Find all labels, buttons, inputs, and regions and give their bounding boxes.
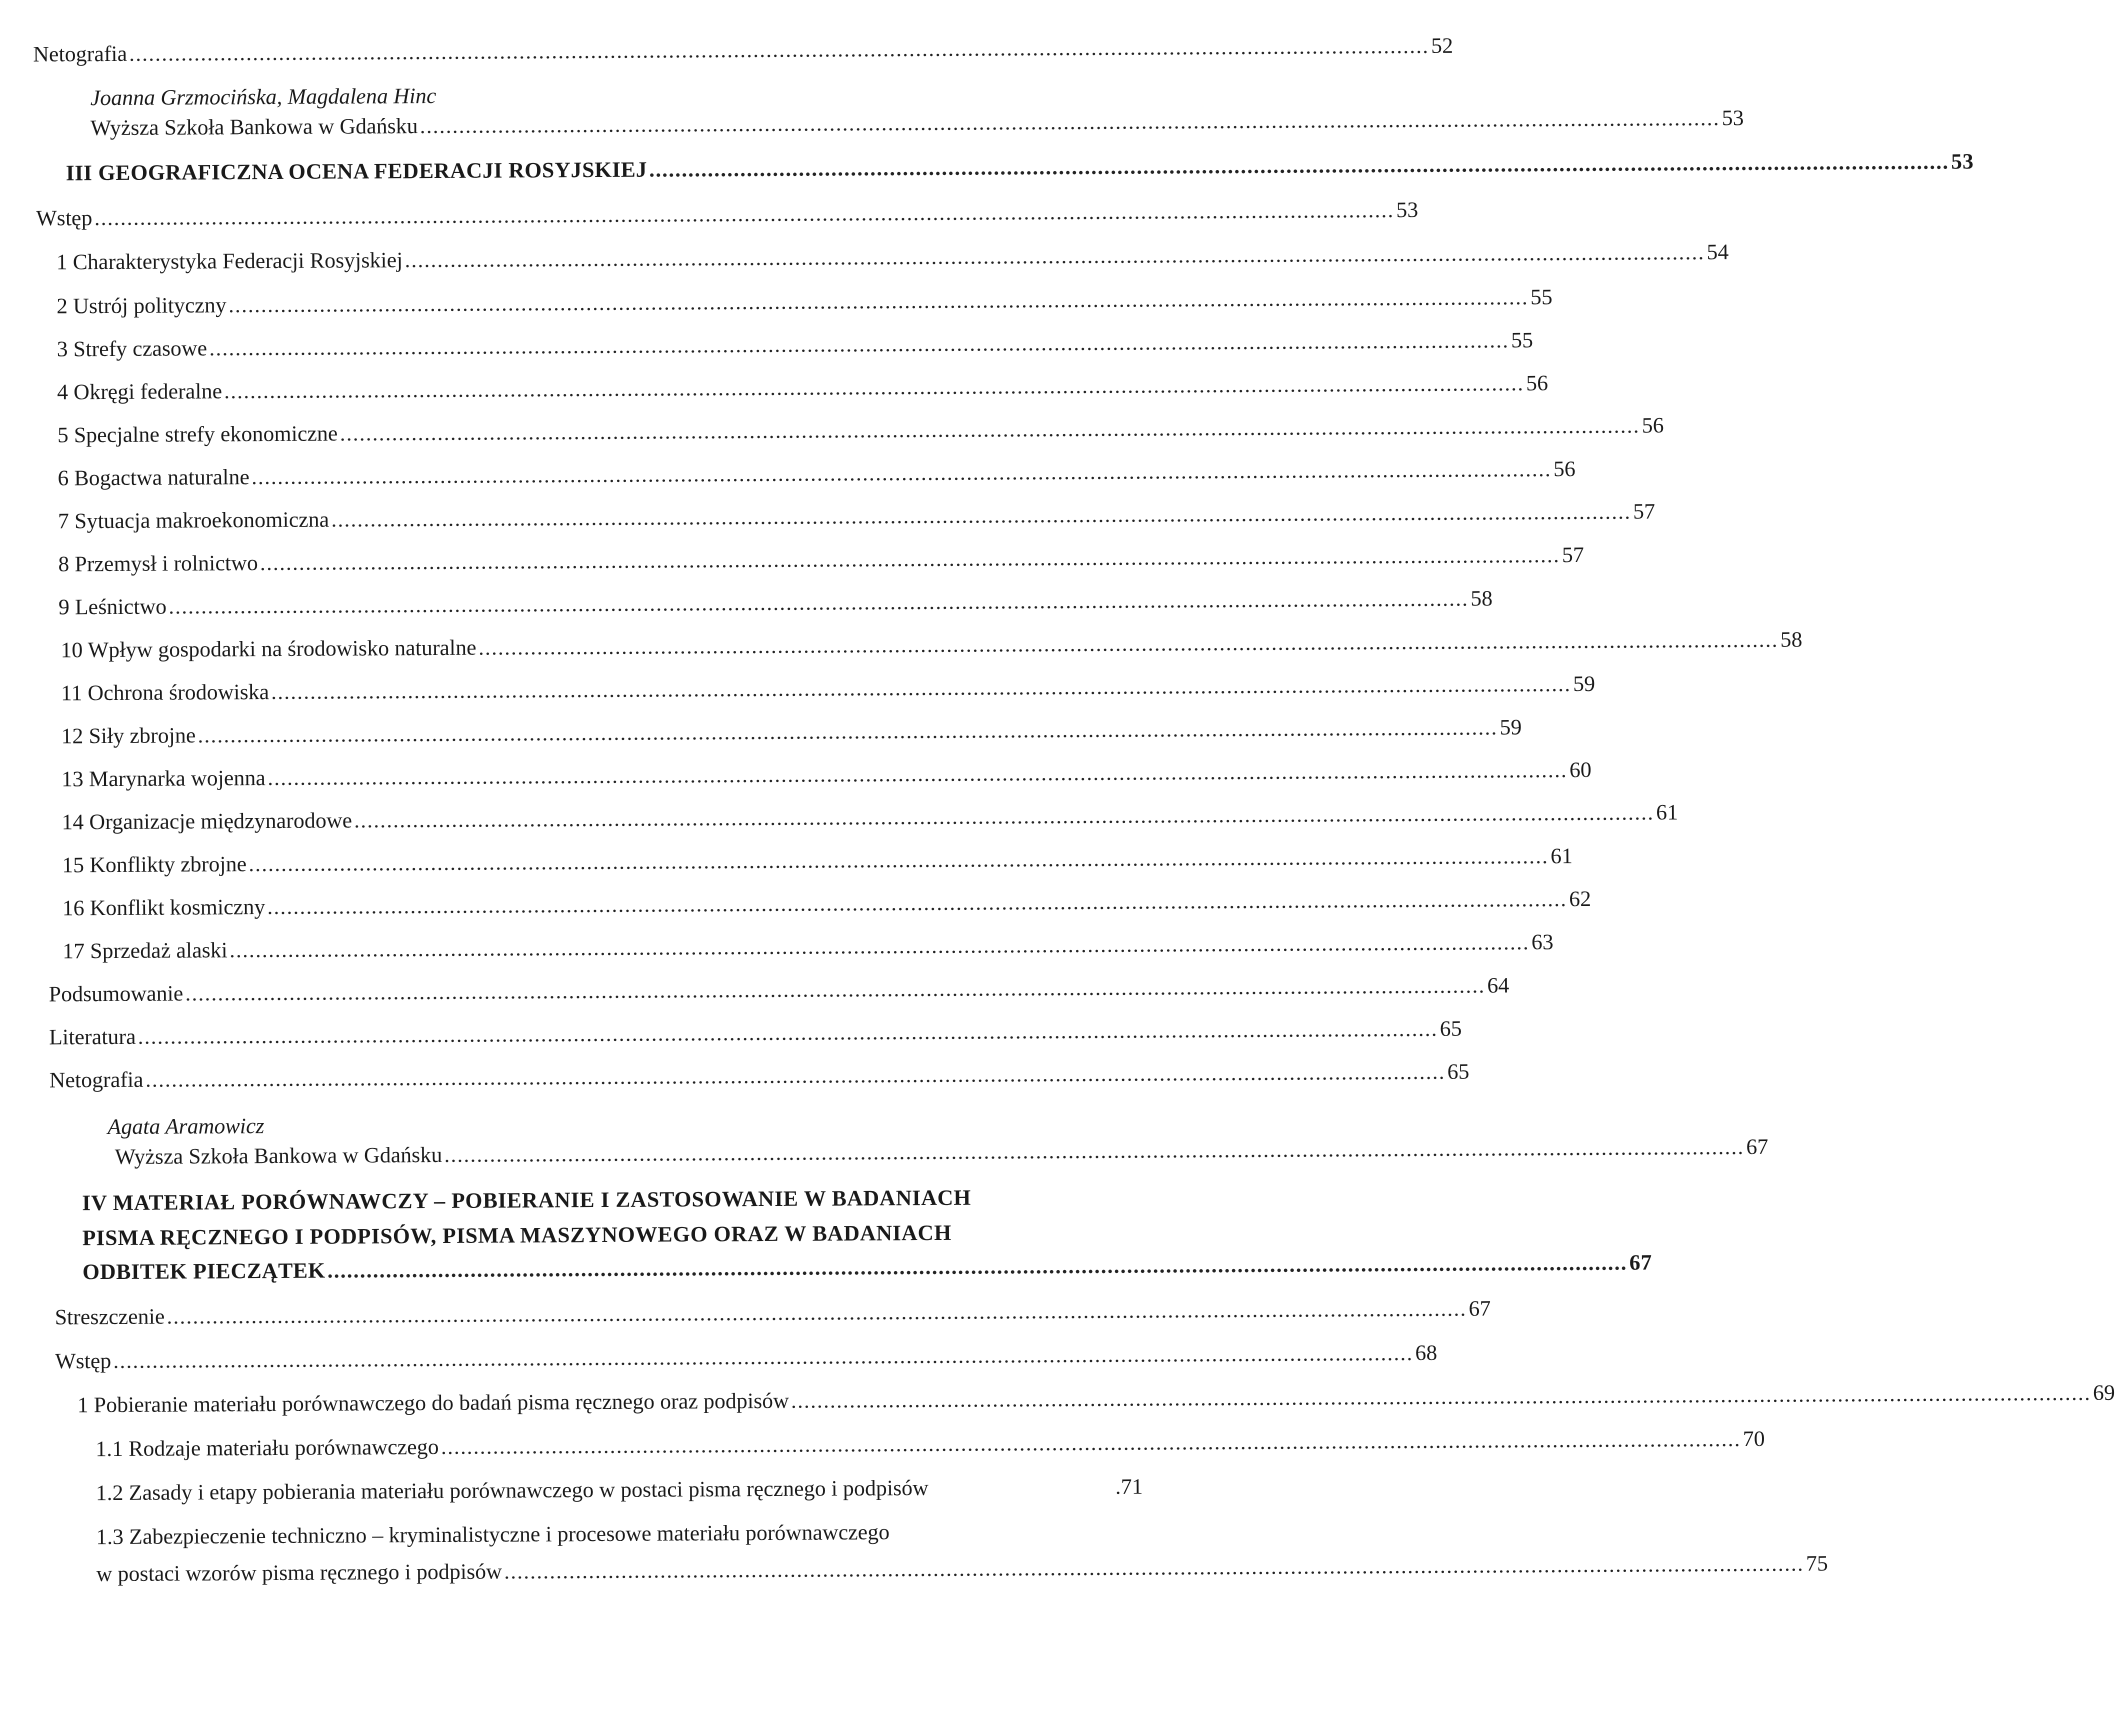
toc-entry-title: Podsumowanie [48,980,184,1007]
toc-entry-title: 4 Okręgi federalne [57,378,223,405]
toc-entry-page: 55 [1511,327,1534,353]
toc-entry-page: 65 [1447,1058,1470,1084]
toc-entry[interactable] [57,498,1656,535]
leader-dots: ........................................................................................................................................................................................................ [223,370,1525,404]
leader-dots: ........................................................................................................................................................................................................ [790,1379,2092,1413]
leader-dots: ........................................................................................................................................................................................................ [419,105,1720,139]
author-names: Joanna Grzmocińska, Magdalena Hinc [90,82,437,111]
toc-entry-title-line: 1.3 Zabezpieczenie techniczno – kryminalistyczne i procesowe materiału porównawczego [96,1519,890,1550]
toc-entry[interactable] [61,843,1573,879]
toc-entry-title: Wstęp [35,205,93,231]
toc-entry-title: 8 Przemysł i rolnictwo [58,550,259,577]
toc-entry-title: 1 Charakterystyka Federacji Rosyjskiej [56,247,403,275]
toc-entry[interactable] [62,929,1554,965]
toc-entry-title: 2 Ustrój polityczny [56,292,227,319]
leader-dots: ........................................................................................................................................................................................................ [251,456,1552,490]
toc-entry[interactable] [32,32,1454,68]
toc-entry-title: Netografia [32,40,128,67]
chapter-heading[interactable] [82,1249,1653,1285]
leader-dots: ........................................................................................................................................................................................................ [129,32,1430,66]
toc-entry-page: 54 [1706,239,1729,265]
toc-entry-title: 14 Organizacje międzynarodowe [61,807,353,835]
toc-entry[interactable] [54,1339,1438,1375]
toc-entry-page: 61 [1656,799,1679,825]
toc-entry-title: Wyższa Szkoła Bankowa w Gdańsku [90,113,418,141]
leader-dots: ........................................................................................................................................................................................................ [354,799,1655,833]
chapter-heading-line: PISMA RĘCZNEGO I PODPISÓW, PISMA MASZYNOWEGO ORAZ W BADANIACH [82,1219,952,1251]
toc-entry-title: 1.1 Rodzaje materiału porównawczego [95,1433,439,1462]
toc-entry[interactable] [77,1379,2116,1418]
leader-dots: ........................................................................................................................................................................................................ [166,1295,1467,1329]
toc-entry-page: 69 [2092,1379,2116,1405]
toc-entry-title: 12 Siły zbrojne [61,722,196,749]
toc-entry-title: 10 Wpływ gospodarki na środowisko naturalne [60,634,477,663]
leader-dots: ........................................................................................................................................................................................................ [267,886,1568,920]
leader-dots [931,1494,1114,1495]
leader-dots: ........................................................................................................................................................................................................ [478,626,1779,660]
leader-dots: ........................................................................................................................................................................................................ [248,843,1549,877]
toc-entry-title: 16 Konflikt kosmiczny [62,894,266,921]
leader-dots: ........................................................................................................................................................................................................ [145,1058,1446,1092]
leader-dots: ........................................................................................................................................................................................................ [267,757,1568,791]
leader-dots: ........................................................................................................................................................................................................ [331,498,1632,532]
toc-entry[interactable] [61,799,1679,836]
leader-dots: ........................................................................................................................................................................................................ [197,714,1498,748]
author-names: Agata Aramowicz [107,1113,265,1140]
toc-entry-page: 59 [1573,670,1596,697]
toc-entry[interactable] [114,1133,1769,1170]
toc-entry[interactable] [48,1015,1462,1051]
toc-entry-title: w postaci wzorów pisma ręcznego i podpisów [96,1558,503,1587]
leader-dots: ........................................................................................................................................................................................................ [271,671,1572,705]
toc-entry-page: 60 [1569,756,1592,783]
leader-dots: ........................................................................................................................................................................................................ [229,929,1530,963]
toc-entry-page: 64 [1487,972,1510,998]
chapter-title: III GEOGRAFICZNA OCENA FEDERACJI ROSYJSKIEJ [65,156,648,186]
toc-entry-page: 53 [1721,104,1744,131]
toc-entry-page: 59 [1499,714,1522,740]
leader-dots: ........................................................................................................................................................................................................ [404,239,1705,273]
toc-entry[interactable] [57,456,1576,492]
toc-entry[interactable] [96,1474,1143,1506]
toc-entry-page: 55 [1530,284,1553,310]
toc-entry[interactable] [60,626,1803,664]
toc-entry-title: 13 Marynarka wojenna [61,765,266,792]
toc-entry-page: 63 [1531,929,1554,955]
toc-entry-title: Streszczenie [54,1303,165,1330]
leader-dots: ........................................................................................................................................................................................................ [440,1426,1741,1459]
toc-entry[interactable] [60,670,1596,707]
leader-dots: ........................................................................................................................................................................................................ [185,972,1486,1006]
toc-entry-page: 58 [1780,626,1803,652]
toc-entry-page: 67 [1468,1295,1491,1321]
toc-entry-page: 57 [1561,541,1585,568]
toc-entry-title: Literatura [48,1023,136,1050]
leader-dots: ........................................................................................................................................................................................................ [503,1550,1805,1584]
toc-entry-title: 1.2 Zasady i etapy pobierania materiału porównawczego w postaci pisma ręcznego i podpisów [95,1475,929,1506]
toc-entry[interactable] [57,370,1549,406]
toc-entry[interactable] [90,104,1744,141]
toc-entry-title: 7 Sytuacja makroekonomiczna [57,506,330,534]
toc-entry[interactable] [48,972,1510,1008]
toc-entry-title: 17 Sprzedaż alaski [62,937,228,964]
leader-dots: ........................................................................................................................................................................................................ [649,148,1950,182]
toc-entry-title: 6 Bogactwa naturalne [57,464,250,491]
toc-entry-title: 5 Specjalne strefy ekonomiczne [57,420,338,448]
chapter-page: 67 [1629,1249,1653,1275]
toc-entry[interactable] [62,885,1592,922]
chapter-page: 53 [1951,148,1974,174]
toc-entry[interactable] [56,239,1729,276]
toc-entry-page: 62 [1569,885,1592,912]
toc-entry-page: 58 [1470,585,1493,611]
toc-entry[interactable] [56,327,1534,363]
toc-entry-title: 15 Konflikty zbrojne [61,851,247,878]
toc-entry-page: 67 [1746,1133,1769,1160]
toc-entry-page: 75 [1805,1550,1829,1576]
toc-entry-title: 1 Pobieranie materiału porównawczego do badań pisma ręcznego oraz podpisów [77,1387,790,1418]
toc-entry[interactable] [96,1550,1829,1587]
toc-entry[interactable] [57,412,1664,449]
toc-entry[interactable] [58,585,1493,621]
leader-dots: ........................................................................................................................................................................................................ [444,1134,1745,1167]
leader-dots: ........................................................................................................................................................................................................ [327,1249,1628,1283]
toc-entry[interactable] [35,196,1419,232]
leader-dots: ........................................................................................................................................................................................................ [228,284,1529,318]
toc-entry-page: 70 [1742,1425,1765,1452]
leader-dots: ........................................................................................................................................................................................................ [168,585,1469,619]
toc-entry-title: 3 Strefy czasowe [56,335,208,362]
leader-dots: ........................................................................................................................................................................................................ [94,197,1395,231]
toc-entry[interactable] [61,756,1592,793]
chapter-title: ODBITEK PIECZĄTEK [82,1257,326,1285]
toc-entry-page: 57 [1633,498,1656,524]
toc-entry-page: 68 [1415,1339,1438,1366]
chapter-heading[interactable] [65,148,1974,186]
toc-entry-page: 56 [1553,456,1576,482]
toc-entry-page: 53 [1396,196,1419,223]
toc-entry-title: Wyższa Szkoła Bankowa w Gdańsku [114,1141,443,1169]
leader-dots: ........................................................................................................................................................................................................ [339,412,1640,446]
toc-entry-page: 61 [1550,843,1573,869]
leader-dots: ........................................................................................................................................................................................................ [259,542,1561,576]
toc-entry-page: 56 [1525,370,1549,396]
toc-entry-title: 11 Ochrona środowiska [60,679,270,706]
toc-entry-page: .71 [1115,1473,1143,1499]
toc-entry[interactable] [54,1295,1491,1331]
leader-dots: ........................................................................................................................................................................................................ [113,1340,1414,1373]
toc-entry[interactable] [56,284,1553,320]
toc-entry[interactable] [49,1058,1470,1094]
leader-dots: ........................................................................................................................................................................................................ [137,1015,1438,1049]
leader-dots: ........................................................................................................................................................................................................ [209,327,1510,361]
toc-entry-page: 52 [1431,32,1454,58]
toc-entry[interactable] [58,541,1585,578]
toc-entry-title: Wstęp [54,1347,112,1374]
toc-entry[interactable] [61,714,1522,750]
toc-entry-page: 56 [1641,412,1664,438]
toc-entry[interactable] [95,1425,1765,1462]
toc-entry-page: 65 [1439,1015,1462,1041]
chapter-heading-line: IV MATERIAŁ PORÓWNAWCZY – POBIERANIE I ZASTOSOWANIE W BADANIACH [82,1184,972,1216]
toc-entry-title: Netografia [49,1066,144,1093]
toc-entry-title: 9 Leśnictwo [58,593,167,620]
